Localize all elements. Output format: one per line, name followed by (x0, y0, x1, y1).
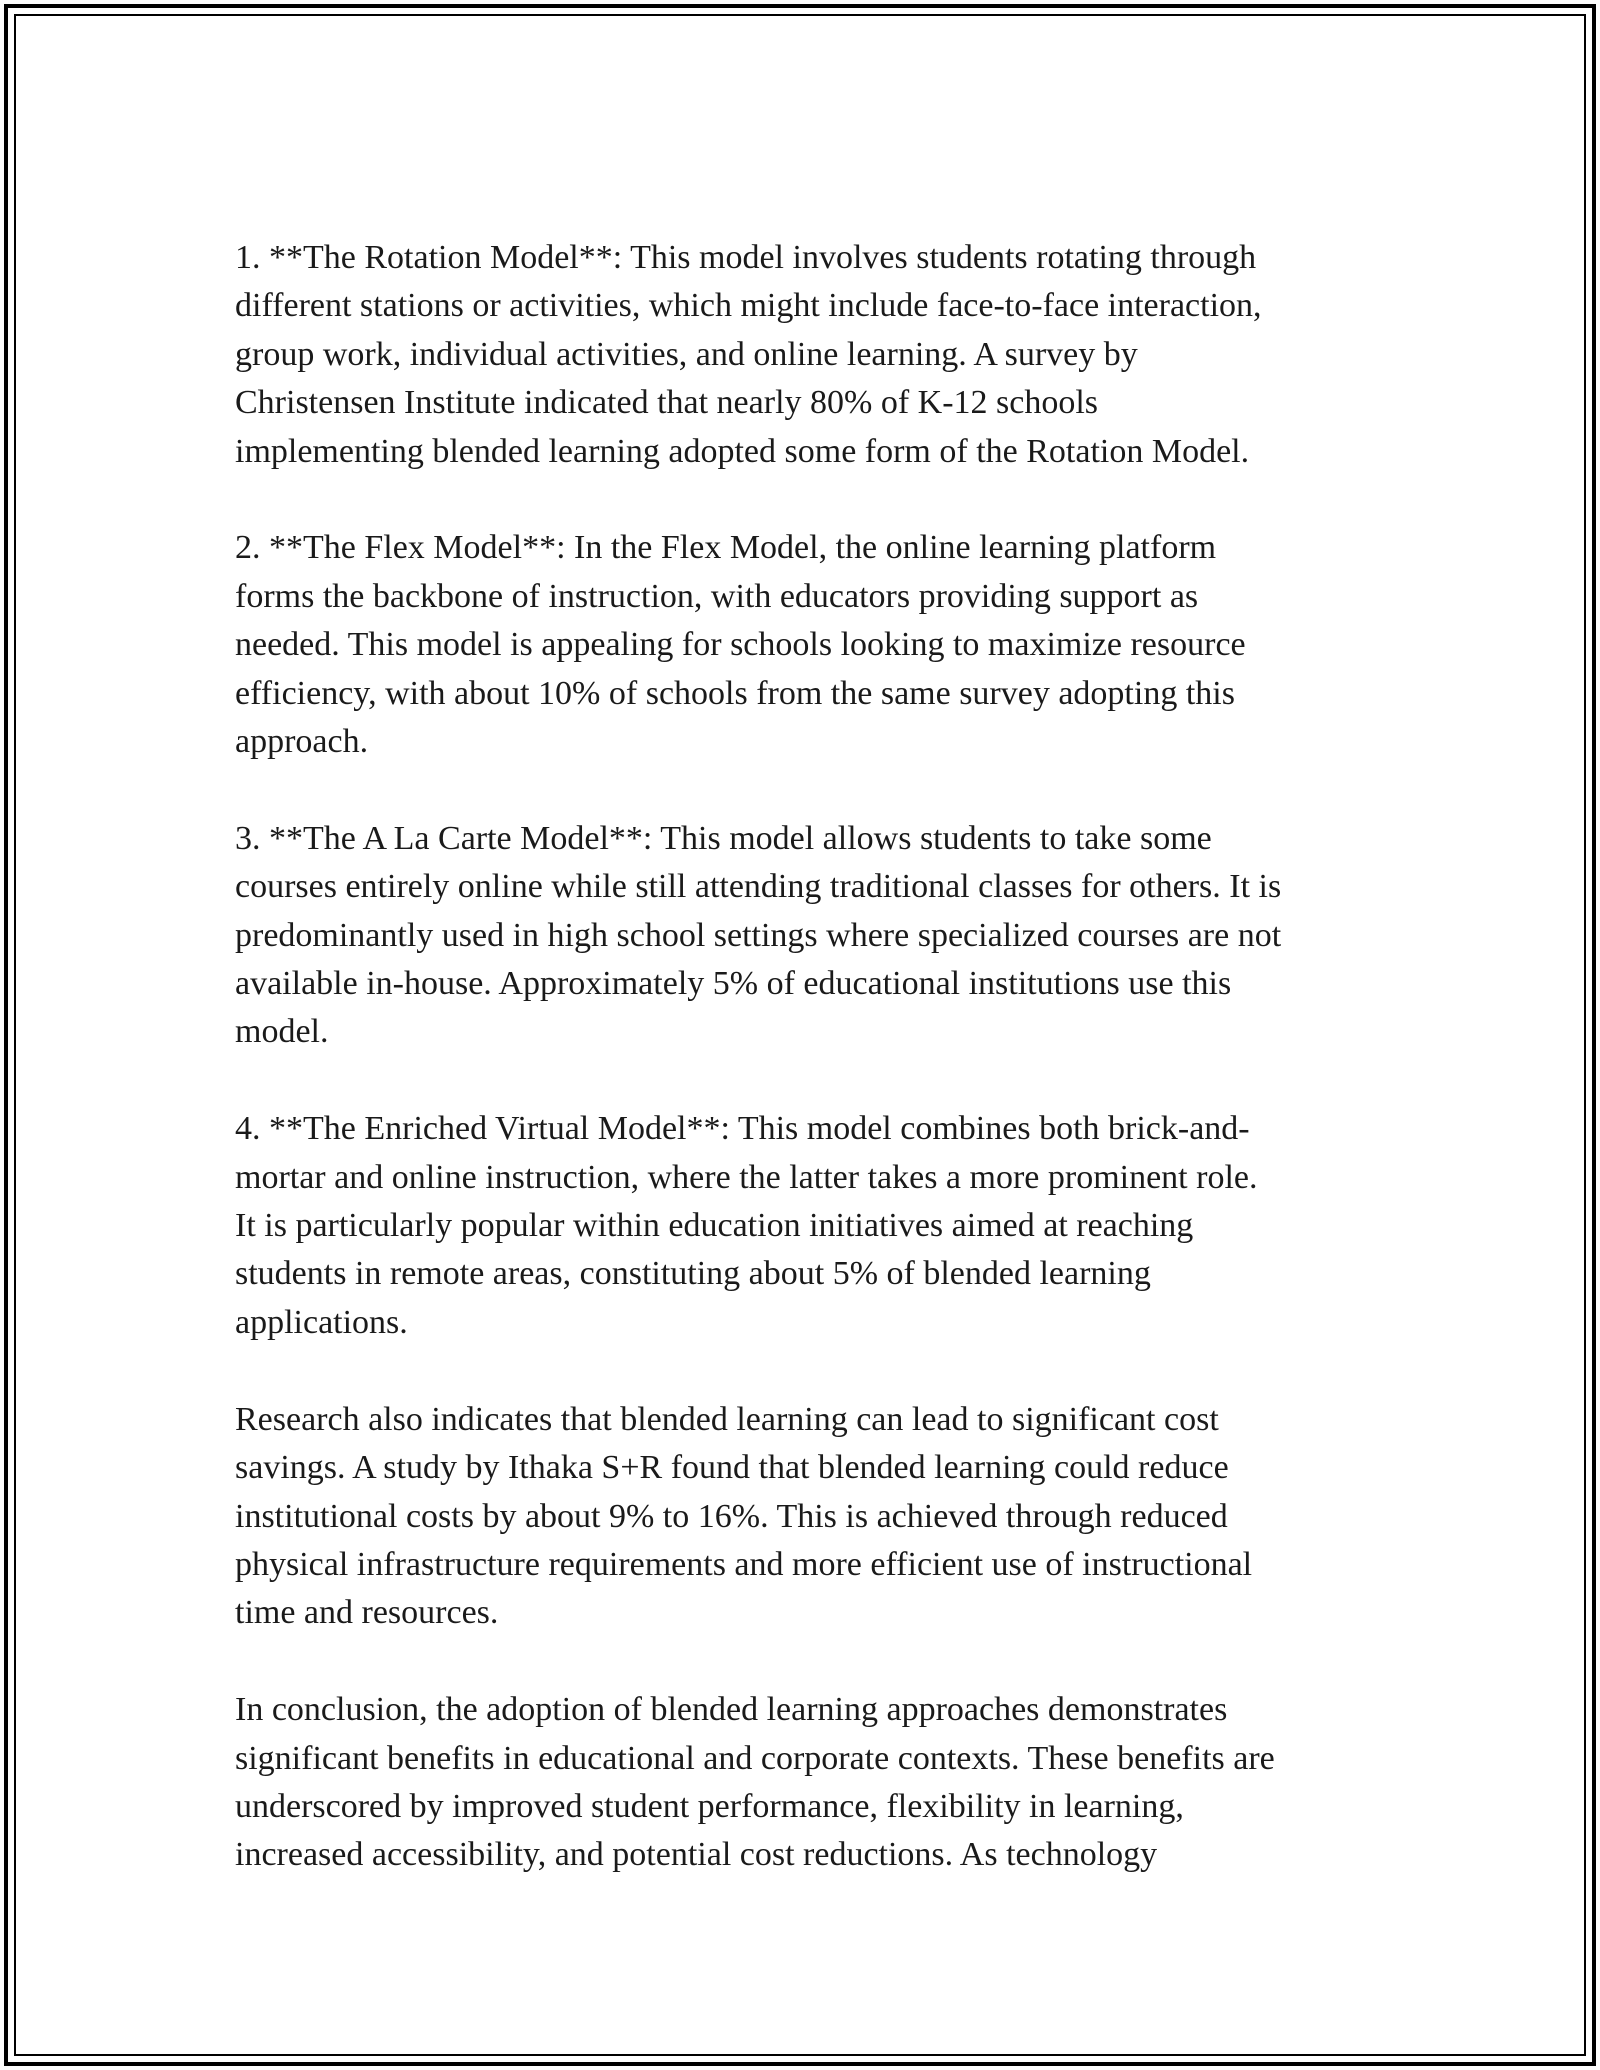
document-body (235, 234, 1375, 1928)
paragraph-conclusion: In conclusion, the adoption of blended learning approaches demonstrates significant benefits in educational and corporate contexts. These benefits are underscored by improved student performance, flexibility in learning, increased accessibility, and potential cost reductions. As technology (235, 1691, 1275, 1874)
paragraph-rotation-model: 1. **The Rotation Model**: This model involves students rotating through different stations or activities, which might include face-to-face interaction, group work, individual activities, and online learning. A survey by Christensen Institute indicated that nearly 80% of K-12 schools implementing blended learning adopted some form of the Rotation Model. (235, 239, 1262, 470)
paragraph-a-la-carte-model: 3. **The A La Carte Model**: This model allows students to take some courses entirely online while still attending traditional classes for others. It is predominantly used in high school settings where specialized courses are not available in-house. Approximately 5% of educational institutions use this model. (235, 819, 1282, 1051)
paragraph-cost-savings: Research also indicates that blended learning can lead to significant cost savings. A study by Ithaka S+R found that blended learning could reduce institutional costs by about 9% to 16%. This is achieved through reduced physical infrastructure requirements and more efficient use of instructional time and resources. (235, 1400, 1253, 1632)
paragraph-enriched-virtual-model: 4. **The Enriched Virtual Model**: This model combines both brick-and- mortar and online instruction, where the latter takes a more prominent role. It is particularly popular within education initiatives aimed at reaching students in remote areas, constituting about 5% of blended learning applications. (235, 1110, 1258, 1341)
paragraph-flex-model: 2. **The Flex Model**: In the Flex Model, the online learning platform forms the backbone of instruction, with educators providing support as needed. This model is appealing for schools looking to maximize resource efficiency, with about 10% of schools from the same survey adopting this approach. (235, 529, 1246, 761)
